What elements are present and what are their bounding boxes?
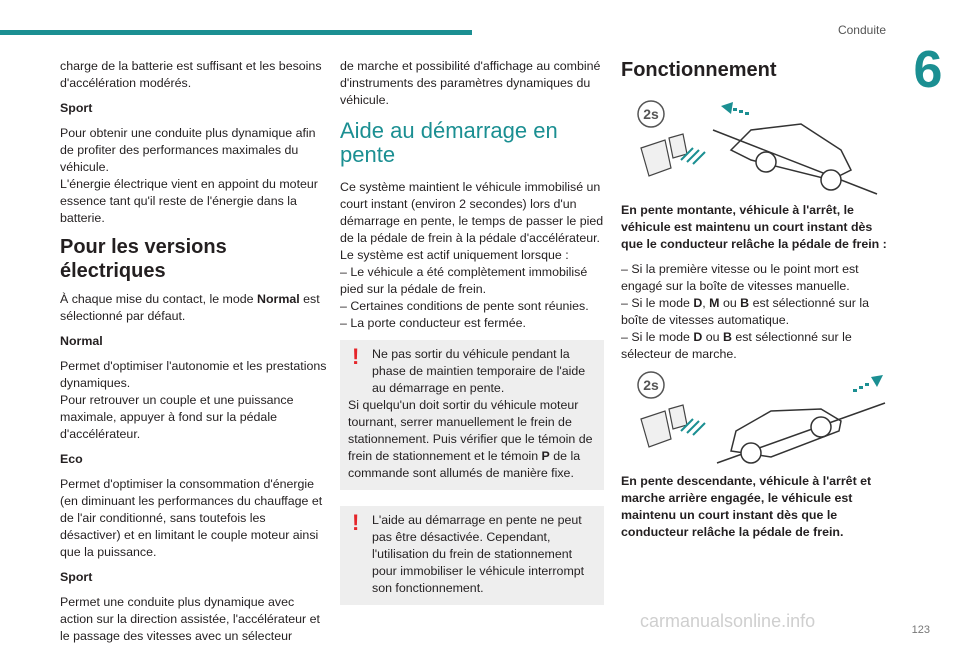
text: Permet d'optimiser l'autonomie et les prestations dynamiques. bbox=[60, 359, 327, 390]
heading-hill-start-assist: Aide au démarrage en pente bbox=[340, 118, 558, 167]
list-item bbox=[621, 296, 869, 327]
direction-arrow-icon bbox=[721, 102, 749, 115]
warning-box bbox=[340, 340, 604, 490]
mode-letter: M bbox=[709, 296, 720, 310]
downhill-illustration-svg bbox=[621, 371, 891, 467]
paragraph bbox=[60, 125, 328, 227]
text: Le système est actif uniquement lorsque : bbox=[340, 248, 569, 262]
timer-label: 2s bbox=[643, 106, 659, 122]
subheading-sport: Sport bbox=[60, 570, 93, 584]
mode-name: Normal bbox=[257, 292, 300, 306]
text: Si quelqu'un doit sortir du véhicule moteur tournant, serrer manuellement le frein de stationnement. Puis vérifier que le témoin de frein de stationnement et le témoin bbox=[348, 398, 593, 463]
text: est sélectionné sur la boîte de vitesses automatique. bbox=[621, 296, 869, 327]
text: de la commande sont allumés de manière fixe. bbox=[348, 449, 581, 480]
illustration-downhill bbox=[621, 371, 891, 467]
heading-electric-versions: Pour les versions électriques bbox=[60, 236, 227, 282]
mode-letter: D bbox=[693, 296, 703, 310]
paragraph bbox=[60, 358, 328, 443]
warning-text: L'aide au démarrage en pente ne peut pas être désactivée. Cependant, l'utilisation du frein de stationnement pour immobiliser le véhicule interrompt son fonctionnement. bbox=[372, 513, 585, 595]
column-2 bbox=[340, 58, 604, 621]
paragraph bbox=[340, 179, 604, 332]
warning-text bbox=[348, 397, 596, 482]
paragraph bbox=[621, 261, 891, 363]
indicator-letter: P bbox=[541, 449, 550, 463]
mode-letter: D bbox=[693, 330, 703, 344]
column-3 bbox=[621, 58, 891, 549]
text: ou bbox=[702, 330, 723, 344]
text: ou bbox=[719, 296, 741, 310]
list-item: – La porte conducteur est fermée. bbox=[340, 316, 526, 330]
text: est sélectionné par défaut. bbox=[60, 292, 320, 323]
subheading-normal: Normal bbox=[60, 334, 103, 348]
direction-arrow-icon bbox=[853, 375, 883, 392]
page-number: 123 bbox=[911, 624, 930, 636]
warning-exclamation-icon: ! bbox=[352, 344, 360, 369]
text: L'énergie électrique vient en appoint du moteur essence tant qu'il reste de l'énergie dans la batterie. bbox=[60, 177, 318, 225]
text: Pour obtenir une conduite plus dynamique afin de profiter des performances maximales du véhicule. bbox=[60, 126, 316, 174]
list-item: – Si la première vitesse ou le point mort est engagé sur la boîte de vitesses manuelle. bbox=[621, 262, 859, 293]
watermark: carmanualsonline.info bbox=[640, 611, 816, 631]
paragraph: charge de la batterie est suffisant et les besoins d'accélération modérés. bbox=[60, 59, 322, 90]
list-item bbox=[621, 330, 852, 361]
subheading-sport: Sport bbox=[60, 101, 93, 115]
text: – Si le mode bbox=[621, 330, 694, 344]
chapter-number: 6 bbox=[913, 41, 943, 99]
text: Ce système maintient le véhicule immobilisé un court instant (environ 2 secondes) lors d'un démarrage en pente, le temps de passer le pied de la pédale de frein à la pédale d'accélérateur. bbox=[340, 180, 604, 245]
heading-operation: Fonctionnement bbox=[621, 59, 777, 81]
warning-exclamation-icon: ! bbox=[352, 510, 360, 535]
uphill-illustration-svg bbox=[621, 100, 891, 196]
text: est sélectionné sur le sélecteur de marche. bbox=[621, 330, 852, 361]
caption-downhill: En pente descendante, véhicule à l'arrêt et marche arrière engagée, le véhicule est maintenu un court instant dès que le conducteur relâche la pédale de frein. bbox=[621, 474, 872, 539]
warning-box bbox=[340, 506, 604, 605]
illustration-uphill bbox=[621, 100, 891, 196]
caption-uphill: En pente montante, véhicule à l'arrêt, le véhicule est maintenu un court instant dès que le conducteur relâche la pédale de frein : bbox=[621, 203, 887, 251]
column-1 bbox=[60, 58, 328, 653]
list-item: – Certaines conditions de pente sont réunies. bbox=[340, 299, 589, 313]
paragraph: Permet une conduite plus dynamique avec action sur la direction assistée, l'accélérateur et le passage des vitesses avec un sélecteur bbox=[60, 595, 320, 643]
car-downhill-icon bbox=[731, 409, 841, 463]
header-accent-bar bbox=[0, 30, 472, 35]
pedals-icon bbox=[641, 134, 687, 176]
pedals-icon bbox=[641, 405, 687, 447]
section-title: Conduite bbox=[837, 23, 886, 37]
slope-line bbox=[713, 130, 877, 194]
text: – Si le mode bbox=[621, 296, 694, 310]
paragraph: de marche et possibilité d'affichage au combiné d'instruments des paramètres dynamiques du véhicule. bbox=[340, 59, 601, 107]
timer-label: 2s bbox=[643, 377, 659, 393]
text: À chaque mise du contact, le mode bbox=[60, 292, 257, 306]
paragraph: Permet d'optimiser la consommation d'énergie (en diminuant les performances du chauffage et de l'air conditionné, sans toutefois les désactiver) et en limitant le couple moteur ainsi que la puissance. bbox=[60, 477, 323, 559]
warning-text: Ne pas sortir du véhicule pendant la phase de maintien temporaire de l'aide au démarrage en pente. bbox=[372, 347, 586, 395]
subheading-eco: Eco bbox=[60, 452, 83, 466]
mode-letter: B bbox=[740, 296, 750, 310]
paragraph bbox=[60, 291, 328, 325]
text: Pour retrouver un couple et une puissance maximale, appuyer à fond sur la pédale d'accélérateur. bbox=[60, 393, 294, 441]
text: , bbox=[702, 296, 710, 310]
car-uphill-icon bbox=[731, 124, 851, 190]
list-item: – Le véhicule a été complètement immobilisé pied sur la pédale de frein. bbox=[340, 265, 588, 296]
mode-letter: B bbox=[722, 330, 732, 344]
